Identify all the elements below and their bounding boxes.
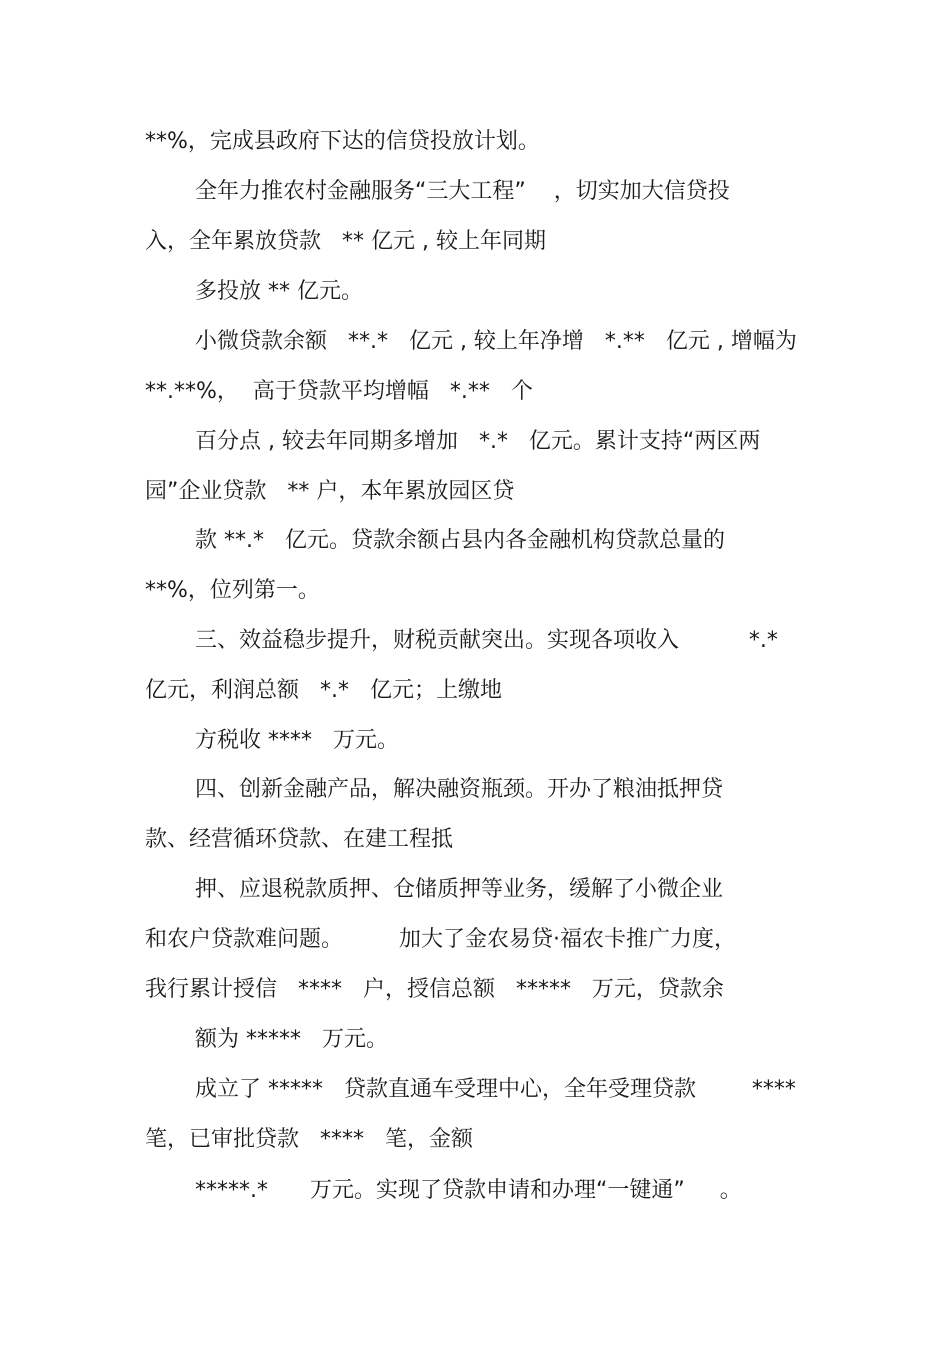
text-line-7: 百分点 , 较去年同期多增加 *.* 亿元。累计支持“两区两: [195, 429, 761, 454]
text-line-5: 小微贷款余额 **.* 亿元 , 较上年净增 *.** 亿元 , 增幅为: [195, 329, 797, 354]
text-line-18: 我行累计授信 **** 户，授信总额 ***** 万元，贷款余: [145, 977, 724, 1002]
text-line-11: 三、效益稳步提升，财税贡献突出。实现各项收入 *.*: [195, 628, 778, 653]
text-line-17: 和农户贷款难问题。 加大了金农易贷·福农卡推广力度，: [145, 927, 736, 952]
text-line-2: 全年力推农村金融服务“三大工程” ，切实加大信贷投: [195, 179, 730, 204]
text-line-20: 成立了 ***** 贷款直通车受理中心，全年受理贷款 ****: [195, 1077, 796, 1102]
text-line-4: 多投放 ** 亿元。: [195, 279, 363, 304]
text-line-19: 额为 ***** 万元。: [195, 1027, 388, 1052]
text-line-10: **%，位列第一。: [145, 578, 320, 603]
text-line-8: 园”企业贷款 ** 户，本年累放园区贷: [145, 479, 515, 504]
text-line-15: 款、经营循环贷款、在建工程抵: [145, 827, 454, 852]
text-line-12: 亿元，利润总额 *.* 亿元；上缴地: [145, 678, 502, 703]
text-line-6: **.**%， 高于贷款平均增幅 *.** 个: [145, 379, 533, 404]
text-line-9: 款 **.* 亿元。贷款余额占县内各金融机构贷款总量的: [195, 528, 725, 553]
text-line-3: 入，全年累放贷款 ** 亿元 , 较上年同期: [145, 229, 546, 254]
text-line-14: 四、创新金融产品，解决融资瓶颈。开办了粮油抵押贷: [195, 777, 724, 802]
text-line-16: 押、应退税款质押、仓储质押等业务，缓解了小微企业: [195, 877, 724, 902]
text-line-1: **%，完成县政府下达的信贷投放计划。: [145, 129, 540, 154]
text-line-22: *****.* 万元。实现了贷款申请和办理“一键通” 。: [195, 1178, 742, 1203]
text-line-21: 笔，已审批贷款 **** 笔，金额: [145, 1127, 473, 1152]
text-line-13: 方税收 **** 万元。: [195, 728, 399, 753]
